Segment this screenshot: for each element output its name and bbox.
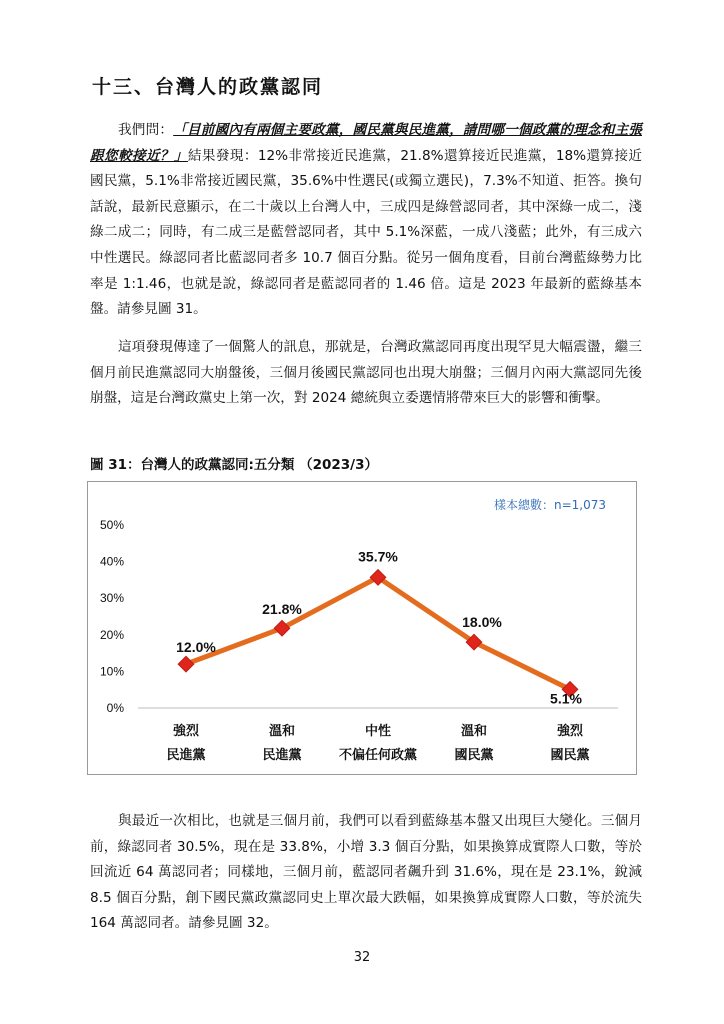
- x-category-label: 國民黨: [454, 748, 494, 763]
- chart-frame: [87, 481, 637, 775]
- y-tick-label: 40%: [99, 554, 124, 569]
- survey-question: 「目前國內有兩個主要政黨，國民黨與民進黨，請問哪一個政黨的理念和主張跟您較接近？」: [90, 122, 643, 164]
- x-category-label: 民進黨: [166, 748, 206, 763]
- y-tick-label: 30%: [99, 591, 124, 606]
- data-point-marker: [178, 656, 194, 672]
- x-category-label: 溫和: [460, 724, 488, 739]
- party-identity-line-chart: [88, 482, 636, 774]
- data-label: 21.8%: [262, 601, 302, 618]
- paragraph-1-body: 結果發現：12%非常接近民進黨，21.8%還算接近民進黨，18%還算接近國民黨，5.1%非常接近國民黨，35.6%中性選民(或獨立選民)，7.3%不知道、拒答。換句話說，最新民意顯示，在二十歲以上台灣人中，三成四是綠營認同者，其中深綠一成二，淺綠二成二；同時，有二成三是藍營認同者，其中 5.1%深藍，一成八淺藍；此外，有三成六中性選民。綠認同者比藍認同者多 10.7 個百分點。從另一個角度看，目前台灣藍綠勢力比率是 1:1.46，也就是說，綠認同者是藍認同者的 1.46 倍。這是 2023 年最新的藍綠基本盤。請參見圖 31。: [90, 147, 642, 318]
- x-category-label: 不偏任何政黨: [338, 748, 418, 763]
- y-tick-label: 20%: [99, 627, 124, 642]
- data-label: 35.7%: [358, 548, 398, 565]
- series-line: [186, 577, 570, 689]
- x-category-label: 強烈: [172, 724, 200, 739]
- sample-size-note: 樣本總數：n=1,073: [493, 498, 606, 512]
- y-tick-label: 0%: [106, 701, 124, 715]
- paragraph-3: 與最近一次相比，也就是三個月前，我們可以看到藍綠基本盤又出現巨大變化。三個月前，綠認同者 30.5%，現在是 33.8%，小增 3.3 個百分點，如果換算成實際人口數，等於回流近 64 萬認同者；同樣地，三個月前，藍認同者飆升到 31.6%，現在是 23.1%，銳減 8.5 個百分點，創下國民黨政黨認同史上單次最大跌幅，如果換算成實際人口數，等於流失 164 萬認同者。請參見圖 32。: [90, 813, 642, 932]
- paragraph-1: [90, 118, 642, 323]
- x-category-label: 民進黨: [262, 748, 302, 763]
- x-category-label: 強烈: [556, 724, 584, 739]
- paragraph-2: 這項發現傳達了一個驚人的訊息，那就是，台灣政黨認同再度出現罕見大幅震盪，繼三個月前民進黨認同大崩盤後，三個月後國民黨認同也出現大崩盤；三個月內兩大黨認同先後崩盤，這是台灣政黨史上第一次，對 2024 總統與立委選情將帶來巨大的影響和衝擊。: [90, 339, 642, 407]
- data-label: 12.0%: [176, 639, 216, 656]
- paragraph-1-intro: 我們問：: [118, 122, 174, 138]
- data-label: 18.0%: [462, 614, 502, 631]
- x-category-label: 中性: [364, 724, 392, 739]
- figure-caption: 圖 31：台灣人的政黨認同:五分類 （2023/3）: [90, 457, 378, 473]
- data-label: 5.1%: [550, 690, 582, 707]
- page-number: 32: [353, 950, 371, 965]
- section-heading: 十三、台灣人的政黨認同: [92, 76, 324, 98]
- x-category-label: 國民黨: [550, 748, 590, 763]
- y-tick-label: 10%: [99, 664, 124, 679]
- x-category-label: 溫和: [268, 724, 296, 739]
- y-tick-label: 50%: [99, 518, 124, 532]
